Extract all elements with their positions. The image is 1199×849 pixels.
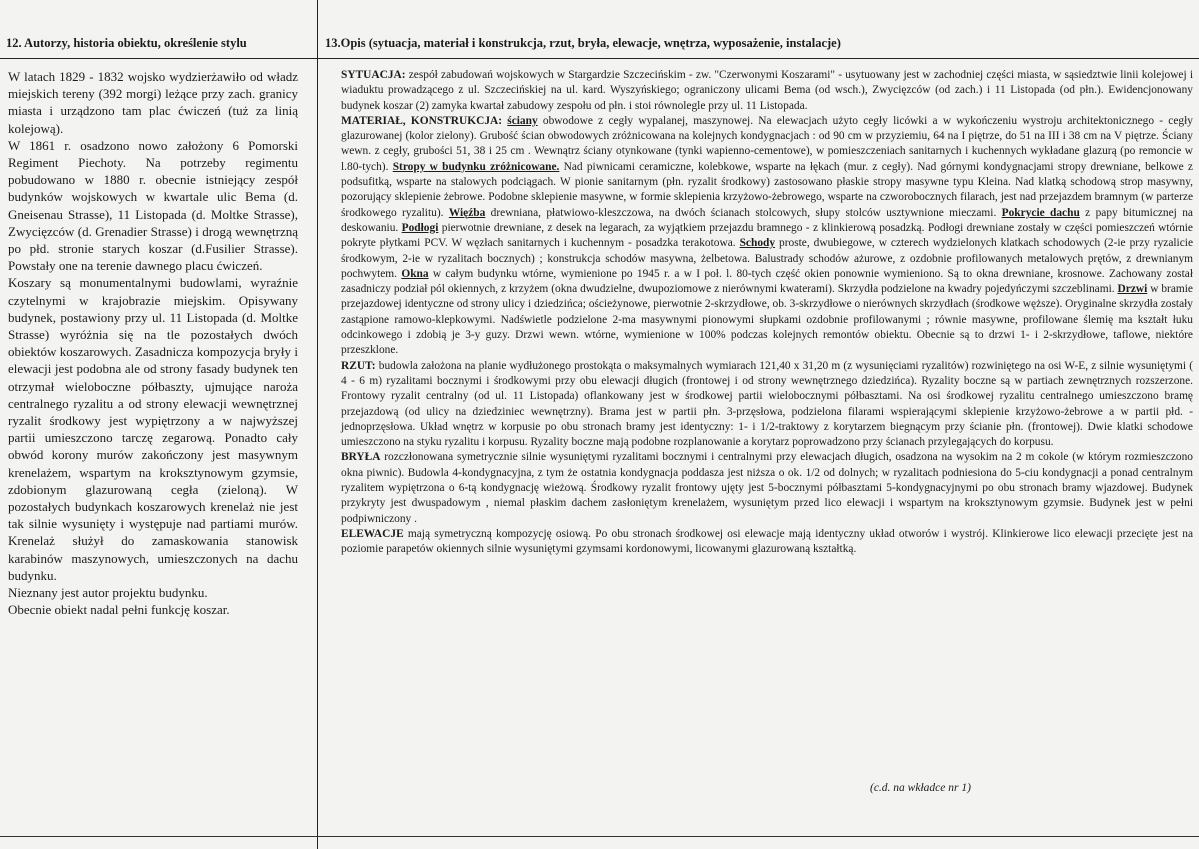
bryla-label: BRYŁA [341,451,381,464]
bryla-text: rozczłonowana symetrycznie silnie wysuniętymi ryzalitami bocznymi i centralnymi przy elewacjach długich, osadzona na wysokim na 2 m cokole (w którym rozmieszczono okna piwnic). Budowla 4-kondygnacyjna, z tym że ostatnia kondygnacja poddasza jest niższa o ok. 1/2 od dolnych; w ryzalitach podniesiona do 5-ciu kondygnacji a ponad centralnym ryzalitem wypiętrzona o 6-tą kondygnację wieżową. Środkowy ryzalit frontowy ujęty jest 5-bocznymi półbasztami 5-kondygnacyjnymi po obu stronach bramy wjazdowej. Budynek przykryty jest dwuspadowym , niemal płaskim dachem zasłoniętym krenelażem, wysuniętym przed lico elewacji i wspartym na kroksztynowym gzymsie. Budynek jest w pełni podpiwniczony . [341,451,1193,525]
rzut-label: RZUT: [341,359,376,372]
material-text: Nad piwnicami ceramiczne, kolebkowe, wsparte na łękach (mur. z cegły). Nad górnymi kondygnacjami stropy drewniane, belkowe z podsufitką, wsparte na stalowych podciągach. W pionie sanitarnym (płn. ryzalit środkowy) zastosowano płaskie stropy masywne typu Kleina. Nad klatką schodową strop masywny, pozorujący sklepienie żebrowe. Podobne sklepienie masywne, w formie sklepienia krzyżowo-żebrowego, wsparte na czworobocznych filarach, jest nad przejazdem bramnym (w parterze środkowego ryzalitu). [341,160,1193,219]
rzut-text: budowla założona na planie wydłużonego prostokąta o maksymalnych wymiarach 121,40 x 31,20 m (z wysunięciami ryzalitów) rozwiniętego na osi W-E, z silnie wysuniętymi ( 4 - 6 m) ryzalitami bocznymi i środkowymi przy obu elewacji długich (frontowej i od strony wewnętrznego dziedzińca). Ryzality boczne są w partiach zewnętrznych rozszerzone. Frontowy ryzalit centralny (od ul. 11 Listopada) oflankowany jest w środkowej partii wielobocznymi półbasztami. Na osi środkowej ryzalitu centralnego umieszczono bramę przejazdową (od ulicy na dziedziniec wewnętrzny). Brama jest w partii płn. 3-przęsłowa, podzielona filarami wspierającymi sklepienie krzyżowo-żebrowe a w partii płd. - jednoprzęsłowa. Układ wnętrz w korpusie po obu stronach bramy jest identyczny: 1- i 1/2-traktowy z korytarzem biegnącym przy ścianie płn. (frontowej). Dwie klatki schodowe umieszczono na styku ryzalitu i korpusu. Ryzality boczne mają podobne rozplanowanie a korytarz poprowadzono przy ścianach przylegających do korpusu. [341,359,1193,449]
schody-label: Schody [739,237,776,250]
bryla-paragraph [341,450,1193,526]
column-divider [317,0,318,849]
bottom-border [0,836,1199,837]
history-paragraph: Nieznany jest autor projektu budynku. [8,585,208,601]
material-text: z papy bitumicznej na deskowaniu. [341,206,1193,234]
history-paragraph: Koszary są monumentalnymi budowlami, wyraźnie czytelnymi w krajobrazie miejskim. Opisywany budynek, postawiony przy ul. 11 Listopada (d. Moltke Strasse) wyróżnia się na tle pozostałych dwóch obiektów koszarowych. Zasadnicza kompozycja bryły i elewacji jest podobna ale od strony fasady budynek ten otrzymał wieloboczne półbaszty, ujmujące naroża centralnego ryzalitu a od strony elewacji wewnętrznej ryzalit środkowy jest wypiętrzony a w najwyższej partii umieszczono tarczę zegarową. Ponadto cały obwód korony murów zakończony jest masywnym krenelażem, wspartym na kroksztynowym gzymsie, zdobionym glazurowaną cegła (zieloną). W pozostałych budynkach koszarowych krenelaż nie jest tak silnie wysunięty i występuje nad partiami murów. Krenelaż służył do zamaskowania stanowisk karabinów maszynowych, umieszczonych na dachu budynku. [8,275,298,583]
drzwi-label: Drzwi [1117,283,1148,296]
history-paragraph: W latach 1829 - 1832 wojsko wydzierżawiło od władz miejskich tereny (392 morgi) leżące przy zach. granicy miasta i urządzono tam plac ćwiczeń (tuż za linią kolejową). [8,69,298,136]
material-text: drewniana, płatwiowo-kleszczowa, na dwóch ścianach stolcowych, słupy stolców usztywnione mieczami. [485,206,997,219]
elewacje-text: mają symetryczną kompozycję osiową. Po obu stronach środkowej osi elewacje mają identyczny układ otworów i wystrój. Klinkierowe lico elewacji przecięte jest na poziomie parapetów okiennych silnie wysuniętymi gzymsami kordonowymi, licowanymi glazurowaną kształtką. [341,527,1193,556]
sytuacja-label: SYTUACJA: [341,69,406,81]
sytuacja-paragraph [341,68,1193,114]
rzut-paragraph [341,359,1193,451]
sytuacja-text: zespół zabudowań wojskowych w Stargardzie Szczecińskim - zw. "Czerwonymi Koszarami" - usytuowany jest w zachodniej części miasta, w sąsiedztwie linii kolejowej i wiaduktu prowadzącego z ul. Szczecińskiej na ul. kard. Wyszyńskiego; ograniczony ulicami Bema (od wsch.), Zwycięzców (od zach.) i 11 Listopada (od płn.). Ewidencjonowany budynek koszar (2) zamyka kwartał zabudowy zespołu od płn. i stoi równolegle przy ul. 11 Listopada. [341,69,1193,112]
stropy-label: Stropy w budynku zróżnicowane. [392,160,560,173]
history-paragraph: Obecnie obiekt nadal pełni funkcję koszar. [8,602,230,618]
material-label: MATERIAŁ, KONSTRUKCJA: [341,114,503,127]
material-text: proste, dwubiegowe, w czterech wydzielonych klatkach schodowych (2-ie przy ryzalicie środkowym, 2-ie w ryzalitach bocznych) ; konstrukcja schodów masywna, żelbetowa. Balustrady schodów ażurowe, z ozdobnie profilowanych metalowych prętów, z drewnianym pochwytem. [341,237,1193,280]
elewacje-paragraph [341,527,1193,558]
podlogi-label: Podłogi [401,221,439,234]
okna-label: Okna [401,267,429,280]
description-column [341,68,1193,558]
continuation-note: (c.d. na wkładce nr 1) [870,782,971,794]
material-paragraph [341,114,1193,359]
material-text: obwodowe z cegły wypalanej, maszynowej. Na elewacjach użyto cegły licówki a w wykończeniu wystroju architektonicznego - cegły glazurowanej (kolor zielony). Grubość ścian obwodowych zróżnicowana na kolejnych kondygnacjach : od 90 cm w przyziemiu, 64 na I piętrze, do 51 na III i 38 cm na V piętrze. Ściany wewn. z cegły, grubości 51, 38 i 25 cm . Wewnątrz ściany otynkowane (tynki wapienno-cementowe), w pomieszczeniach sanitarnych i kuchennych wykładane glazurą (po remoncie w l.80-tych). [341,114,1193,173]
material-text: pierwotnie drewniane, z desek na legarach, za wyjątkiem przejazdu bramnego - z klinkierową posadzką. Podłogi drewniane zostały w części pomieszczeń wtórnie pokryte płytkami PCV. W węzłach sanitarnych i kuchennym - posadzka terakotowa. [341,221,1193,250]
material-text: w całym budynku wtórne, wymienione po 1945 r. a w I poł. l. 80-tych część okien ponownie wymieniono. Są to okna drewniane, krosnowe. Zachowany został zasadniczy podział pól okiennych, z krzyżem (okna dwudzielne, dwupoziomowe z nierównymi kwaterami). Skrzydła podzielone na kwadry pojedyńczymi szczeblinami. [341,267,1193,296]
horizontal-divider [0,58,1199,59]
section-12-heading: 12. Autorzy, historia obiektu, określenie stylu [6,36,247,50]
wiezba-label: Więźba [448,206,486,219]
sciany-label: ściany [507,114,538,127]
history-column [8,68,298,619]
section-13-heading: 13.Opis (sytuacja, materiał i konstrukcja, rzut, bryła, elewacje, wnętrza, wyposażenie, instalacje) [325,36,841,50]
history-paragraph: W 1861 r. osadzono nowo założony 6 Pomorski Regiment Piechoty. Na potrzeby regimentu pobudowano w 1880 r. obecnie istniejący zespół budynków wojskowych w kwartale ulic Bema (d. Gneisenau Strasse), 11 Listopada (d. Moltke Strasse), Zwycięzców (d. Grenadier Strasse) i drogą wewnętrzną po płd. stronie starych koszar (d.Fusilier Strasse). Powstały one na terenie dawnego placu ćwiczeń. [8,137,298,274]
material-text: w bramie przejazdowej identyczne od strony ulicy i dziedzińca; ościeżynowe, pierwotnie 2-skrzydłowe, ob. 3-skrzydłowe o nierównych skrzydłach (środkowe węższe). Oryginalne skrzydła zostały zastąpione ramowo-klepkowymi. Nadświetle podzielone 2-ma masywnymi pionowymi słupkami ozdobnie profilowanymi ; równie masywne, profilowane ślemię ma kształt łuku odcinkowego i zdobią je 3-y guzy. Drzwi wewn. wtórne, wymienione w 100% podczas kolejnych remontów obiektu. Obecnie są to drzwi 1- i 2-skrzydłowe, taflowe, niektóre przeszklone. [341,283,1193,357]
elewacje-label: ELEWACJE [341,527,404,540]
pokrycie-label: Pokrycie dachu [1001,206,1080,219]
